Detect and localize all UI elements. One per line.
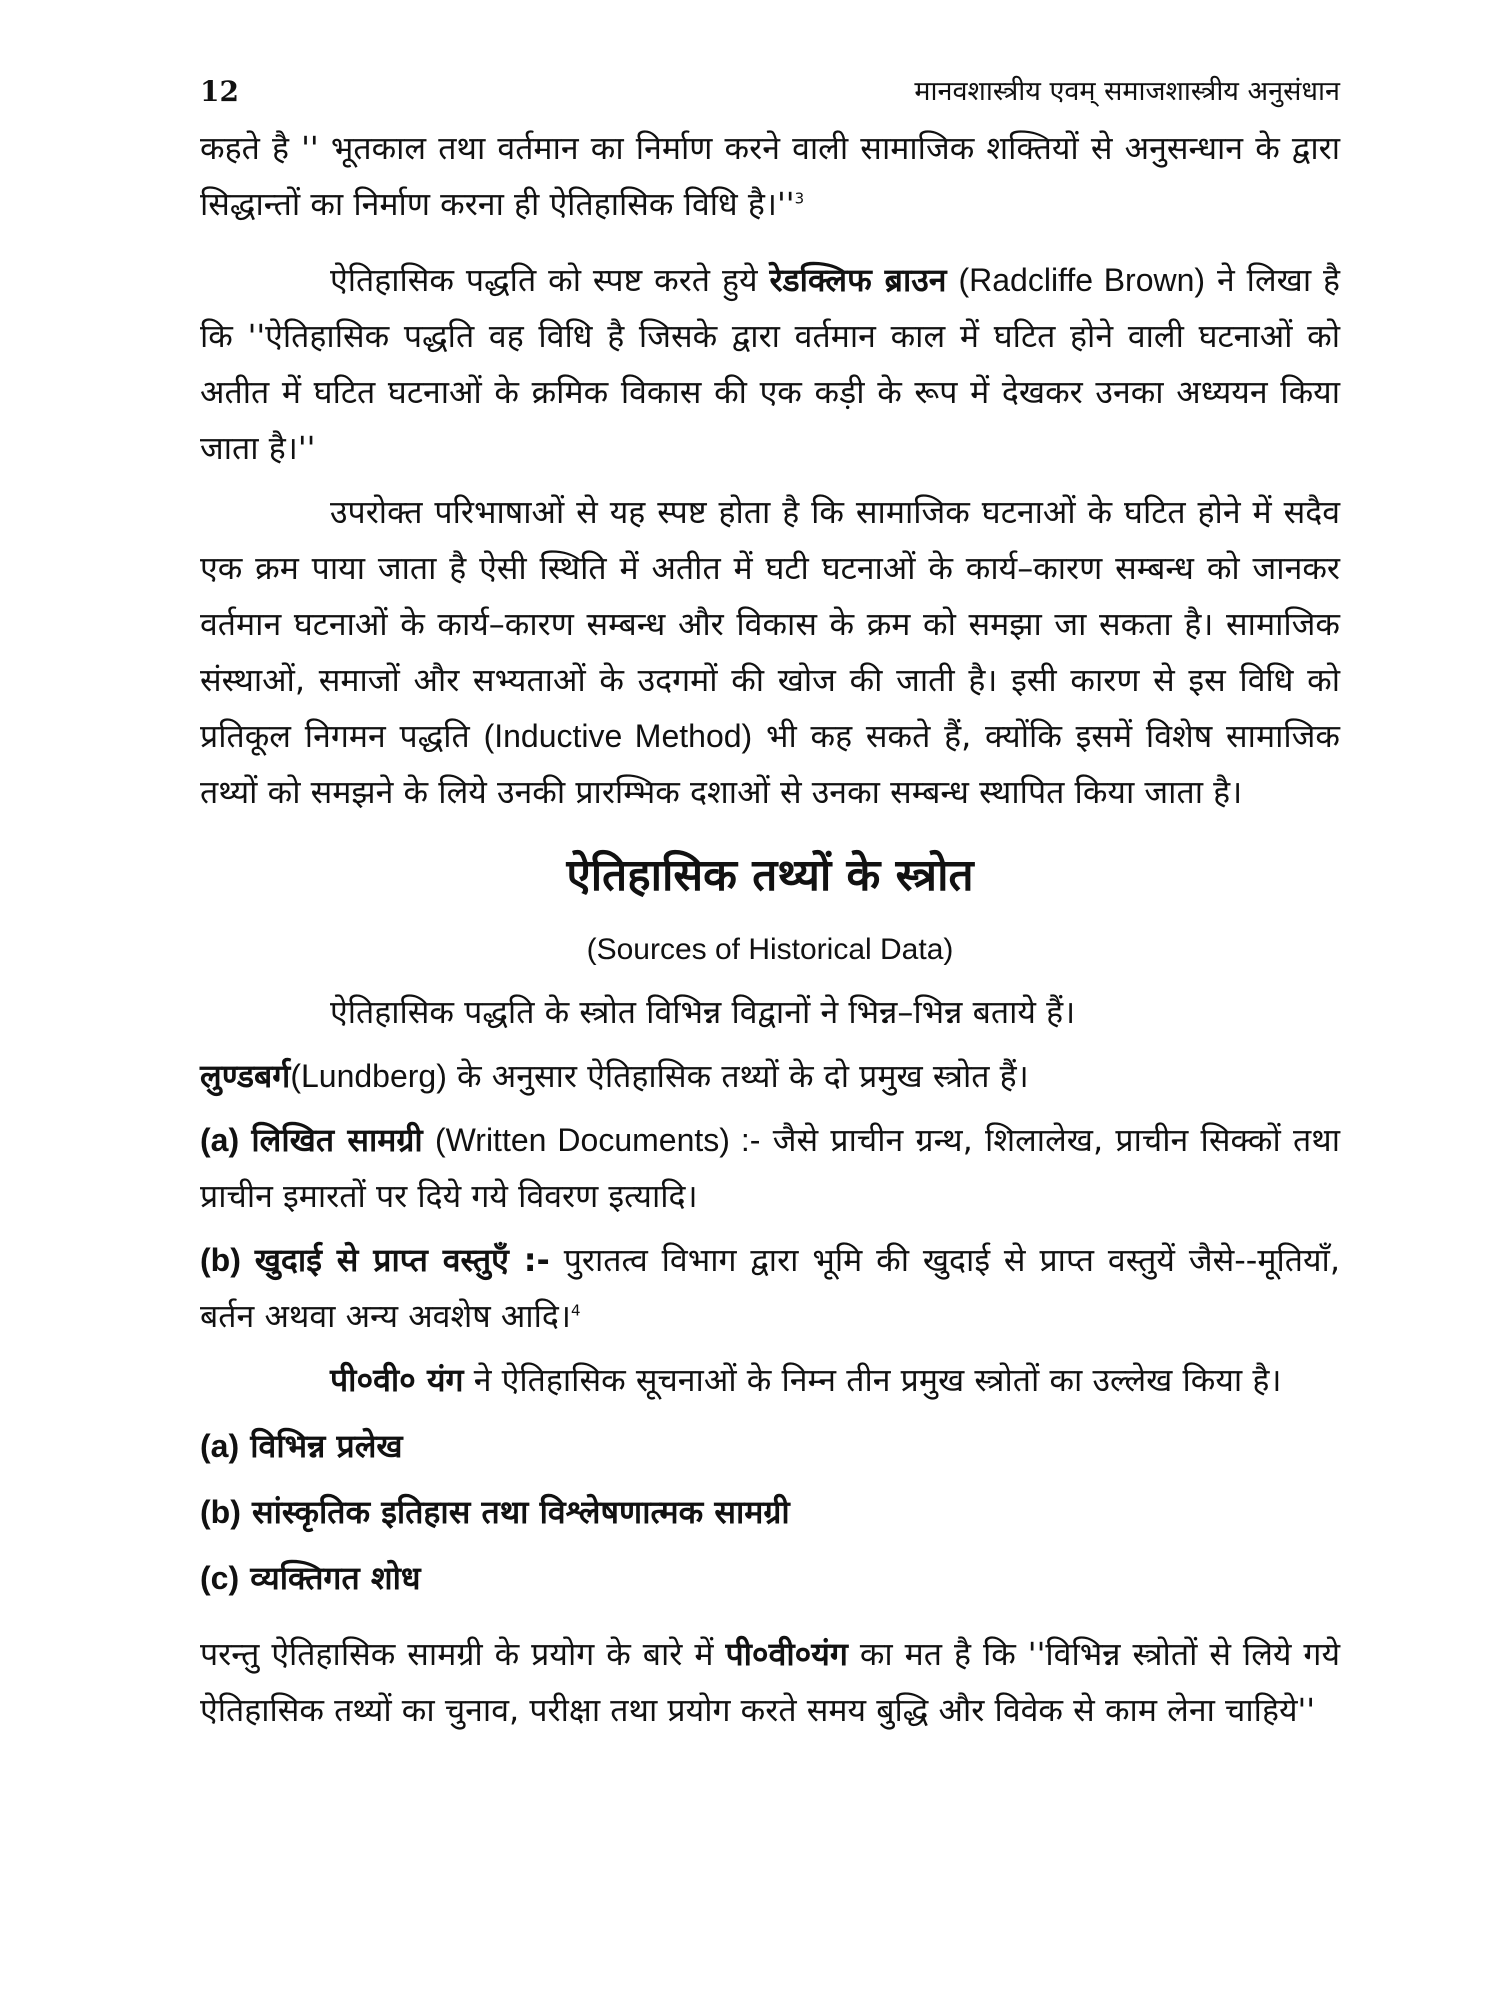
paragraph-text: कहते है '' भूतकाल तथा वर्तमान का निर्माण करने वाली सामाजिक शक्तियों से अनुसन्धान के द्वारा सिद्धान्तों का निर्माण करना ही ऐतिहासिक विधि है।'' (200, 129, 1340, 223)
paragraph-text: उपरोक्त परिभाषाओं से यह स्पष्ट होता है कि सामाजिक घटनाओं के घटित होने में सदैव एक क्रम पाया जाता है ऐसी स्थिति में अतीत में घटी घटनाओं के कार्य–कारण सम्बन्ध को जानकर वर्तमान घटनाओं के कार्य–कारण सम्बन्ध और विकास के क्रम को समझा जा सकता है। सामाजिक संस्थाओं, समाजों और सभ्यताओं के उदगमों की खोज की जाती है। इसी कारण से इस विधि को प्रतिकूल निगमन पद्धति (200, 493, 1340, 755)
list-item-text: व्यक्तिगत शोध (250, 1559, 421, 1597)
paragraph-lead: ऐतिहासिक पद्धति को स्पष्ट करते हुये (330, 261, 758, 299)
paragraph-text: ने ऐतिहासिक सूचनाओं के निम्न तीन प्रमुख स्त्रोतों का उल्लेख किया है। (473, 1361, 1282, 1399)
section-title: ऐतिहासिक तथ्यों के स्त्रोत (566, 850, 974, 901)
section-subtitle: (Sources of Historical Data) (586, 933, 954, 966)
list-marker: (b) (200, 1494, 241, 1530)
page-body (200, 120, 1340, 1738)
list-marker: (b) (200, 1242, 241, 1278)
list-item-title: खुदाई से प्राप्त वस्तुएँ :- (254, 1241, 550, 1279)
paragraph-young-opinion (200, 1626, 1340, 1738)
list-item (200, 1550, 1340, 1606)
author-name-latin: (Radcliffe Brown) (958, 262, 1206, 298)
list-item-text: पुरातत्व विभाग द्वारा भूमि की खुदाई से प्राप्त वस्तुयें जैसे--मूतियाँ, बर्तन अथवा अन्य अवशेष आदि। (200, 1241, 1340, 1335)
list-item-text: जैसे प्राचीन ग्रन्थ, शिलालेख, प्राचीन सिक्कों तथा प्राचीन इमारतों पर दिये गये विवरण इत्यादि। (200, 1121, 1341, 1215)
list-item-text: विभिन्न प्रलेख (250, 1427, 403, 1465)
author-name-latin: (Lundberg) (290, 1058, 447, 1094)
paragraph-lundberg (200, 1048, 1340, 1104)
author-name: रेडक्लिफ ब्राउन (769, 261, 947, 299)
footnote-ref-3: 3 (794, 189, 805, 208)
inductive-method-term: (Inductive Method) (483, 718, 753, 754)
page-number: 12 (200, 75, 239, 108)
paragraph-text: के अनुसार ऐतिहासिक तथ्यों के दो प्रमुख स्त्रोत हैं। (457, 1057, 1029, 1095)
paragraph-lead: परन्तु ऐतिहासिक सामग्री के प्रयोग के बारे में (200, 1635, 714, 1673)
list-item (200, 1418, 1340, 1474)
list-marker: (a) (200, 1122, 240, 1158)
list-item (200, 1484, 1340, 1540)
author-name: लुण्डबर्ग (200, 1057, 291, 1095)
author-name: पी०वी० यंग (330, 1361, 464, 1399)
paragraph-quote-continuation (200, 120, 1340, 232)
list-item-latin: (Written Documents) :- (435, 1122, 761, 1158)
paragraph-text: का मत है कि ''विभिन्न स्त्रोतों से लिये गये ऐतिहासिक तथ्यों का चुनाव, परीक्षा तथा प्रयोग करते समय बुद्धि और विवेक से काम लेना चाहिये'' (200, 1635, 1341, 1729)
paragraph-text: ने लिखा है कि ''ऐतिहासिक पद्धति वह विधि है जिसके द्वारा वर्तमान काल में घटित होने वाली घटनाओं को अतीत में घटित घटनाओं के क्रमिक विकास की एक कड़ी के रूप में देखकर उनका अध्ययन किया जाता है।'' (200, 261, 1341, 467)
paragraph-sources-intro: ऐतिहासिक पद्धति के स्त्रोत विभिन्न विद्वानों ने भिन्न–भिन्न बताये हैं। (330, 993, 1076, 1031)
list-item-title: लिखित सामग्री (251, 1121, 423, 1159)
paragraph-conclusion (200, 484, 1340, 820)
list-item (200, 1232, 1340, 1344)
list-item (200, 1112, 1340, 1224)
footnote-ref-4: 4 (571, 1301, 581, 1320)
list-marker: (c) (200, 1560, 240, 1596)
list-item-text: सांस्कृतिक इतिहास तथा विश्लेषणात्मक सामग्री (252, 1493, 790, 1531)
running-title: मानवशास्त्रीय एवम् समाजशास्त्रीय अनुसंधान (914, 76, 1340, 107)
paragraph-radcliffe-brown (200, 252, 1340, 476)
author-name: पी०वी०यंग (725, 1635, 848, 1673)
paragraph-young (200, 1352, 1340, 1408)
paragraph-text: भी कह सकते हैं, क्योंकि इसमें विशेष सामाजिक तथ्यों को समझने के लिये उनकी प्रारम्भिक दशाओं से उनका सम्बन्ध स्थापित किया जाता है। (200, 717, 1340, 811)
page-header (200, 58, 1340, 108)
list-marker: (a) (200, 1428, 240, 1464)
